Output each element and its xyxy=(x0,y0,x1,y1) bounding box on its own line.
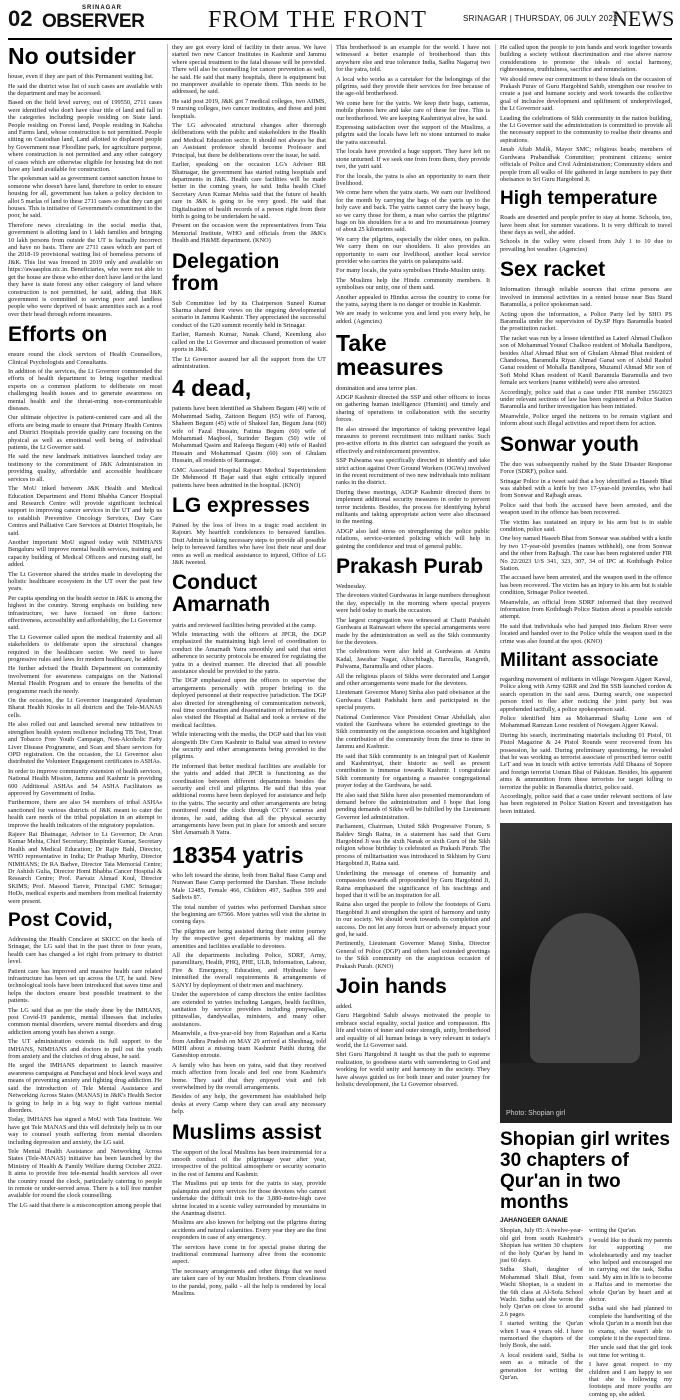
paragraph: I have great respect to my children and I am happy to see that she is following my footsteps and more youths are coming up, she added. xyxy=(589,1361,672,1398)
feature-photo xyxy=(500,823,672,1123)
paragraph: He further advised the Health Department on community involvement for awareness campaigns on the National Mental Health Program and to ensure the benefits of the programme reach the needy. xyxy=(8,665,162,695)
paragraph: The LG advocated structural changes after thorough deliberations with the public and stakeholders in the Health and Medical Education sector. It should not always be that an Assistant professor should become Professor and Principal, but there be deliberations over the issue, he said. xyxy=(172,122,326,159)
paragraph: The total number of yatries who performed Darshan since the beginning are 67566. More yatries will visit the shrine in coming days. xyxy=(172,903,326,926)
column-3 xyxy=(336,44,491,1089)
paragraph: Another appealed to Hindus across the country to come for the yatra, saying there is no danger or trouble in Kashmir. xyxy=(336,293,490,308)
paragraph: A family who has been on yatra, said that they received much affection from locals and feel one from Kashmir's home. They said that they enjoyed visit and felt overwhelmed by the overall arrangements. xyxy=(172,1061,326,1091)
paragraph: Today, IMHANS has signed a MoU with Tata Institute. We have got Tele MANAS and this will definitely help us in our way to counsel youth suffering from mental disorders including depression and anxiety, the LG said. xyxy=(8,1116,162,1146)
article-body xyxy=(500,461,672,645)
paragraph: regarding movement of militants in village Nowgam Ajgeer Kawal, Police along with Army 62RR and 2nd Bn SSB launched cordon & search operation in the said area. During search, one suspected person tried to flee after noticing the joint party but was apprehended tactfully, a police spokesperson said. xyxy=(500,675,672,713)
byline: JAHANGEER GANAIE xyxy=(500,1217,568,1225)
paragraph: Shopian, July 05: A twelve-year-old girl from south Kashmir's Shopian has written 30 chapters of the holy Qur'an by hand in just 60 days. xyxy=(500,1227,583,1264)
paragraph: Meanwhile, Police urged the netizens to be remain vigilant and inform about such illegal activities and report them for action. xyxy=(500,412,672,428)
paragraph: they are got every kind of facility in their areas. We have started two new Cancer Institutes in Kashmir and Jammu where special treatment to the fatal disease will be provided. There will also be counselling for cancer prevention as well, he said. He said that many hospitals, there is equipment but no manpower available to operate them. This needs to be addressed, he said. xyxy=(172,44,326,96)
headline[interactable]: LG expresses xyxy=(172,493,310,517)
paragraph: He also said that Sikhs have also presented memorandum of demand before the administration and I hope that long pending demands of Sikhs will be fulfilled by the Lieutenant Governor led administration. xyxy=(336,791,490,821)
paragraph: For many locals, the yatra symbolises Hindu-Muslim unity. xyxy=(336,267,486,275)
paragraph: We carry the pilgrims, especially the older ones, on palkis. We carry them on our shoulders. It also provides an opportunity to earn our livelihood, another local service provider who carries the yatris on palanquins said. xyxy=(336,235,490,265)
feature-body xyxy=(500,1227,672,1400)
paragraph: One boy named Haseeb Bhat from Sonwar was stabbed with a knife by two 17-year-old juveniles (names withheld), one from Sonwar and the other from Rajbagh. The case has been registered under FIR No 22/2023 U/S 341, 323, 307, 34 of IPC at Kothibagh Police Station. xyxy=(500,535,672,572)
paragraph: The Lt Governor shared the strides made in developing the holistic healthcare ecosystem in the UT over the past few years. xyxy=(8,570,162,593)
paragraph: The DGP emphasized upon the officers to supervise the arrangements personally with proper briefing to the deployed personnel at their respective jurisdiction. The DGP also directed for strengthening of communication network, real time coordination and dissemination of information. He also visited the Hospital at Baltal and took a review of the medical facilities. xyxy=(172,677,326,729)
paragraph: The MoU inked between J&K Health and Medical Education Department and Homi Bhabha Cancer Hospital and Research Centre will provide significant technical support to improving cancer services in the UT and help us to establish Preventive Oncology Services, Day Care Centres and Palliative Care Services at District Hospitals, he said. xyxy=(8,485,162,537)
paragraph: Patient care has improved and massive health care related infrastructure has been set up across the UT, he said. New technological tools have been introduced that saves time and helps the doctors ensure best possible treatment to the patients. xyxy=(8,967,162,1005)
logo-title: OBSERVER xyxy=(42,11,145,32)
paragraph: Sub Committee led by its Chairperson Suneel Kumar Sharma shared their views on the ongoing developmental scenario in Jammu Kashmir. They appreciated the successful conduct of the G20 summit recently held in Srinagar. xyxy=(172,299,326,329)
paragraph: Meanwhile, a five-year-old boy from Rajasthan and a Karta from Andhra Pradesh on MAY 29 arrived at Sheshnag, told MIHI about a missing team Kashmir Patthi during the Ganeshtop enroute. xyxy=(172,1030,326,1060)
feature-headline[interactable]: Shopian girl writes 30 chapters of Qur'an in two months xyxy=(500,1129,670,1214)
headline[interactable]: Join hands xyxy=(336,974,447,998)
paragraph: The pilgrims are being assisted during their entire journey by the respective govt departments by making all the amenities and facilities available to devotees. xyxy=(172,927,326,950)
paragraph: I would like to thank my parents for supporting me wholeheartedly and my teacher who helped and encouraged me in carrying out the task, Sidha said. My aim in life is to become a Hafiza and to memorise the whole Qur'an by heart and at doctor. xyxy=(589,1236,672,1303)
paragraph: Information through reliable sources that crime persons are involved in immoral activities in a rented house near Bus Stand Baramulla, a police spokesman said. xyxy=(500,286,672,309)
paragraph: added. xyxy=(336,1003,353,1011)
paragraph: Shri Guru Hargobind Ji taught us that the path to supreme realization, to goodness starts with surrendering to God and working for world unity and harmony in the society. They have always guided us for both inner and outer journey for holistic development, the Lt Governor observed. xyxy=(336,1051,490,1089)
paragraph: Accordingly, police said that a case under relevant sections of law has been registered in Police Station Kreeri and investigation has been initiated. xyxy=(500,793,672,815)
article-body xyxy=(8,73,162,318)
paragraph: We come here when the yatra starts. We earn our livelihood for the month by carrying the bags of the yatris up to the holy cave and back. The yatris cannot carry the heavy bags, so we carry those for them, a man who carries the pilgrims' bags on his shoulders for a to and fro mountainous journey of about 25 kilometres said. xyxy=(336,189,490,234)
headline[interactable]: Sex racket xyxy=(500,258,606,282)
paragraph: Besides of any help, the government has established help desks at every Camp where they can avail any necessary help. xyxy=(172,1093,326,1116)
headline[interactable]: Delegation from xyxy=(172,249,280,295)
headline[interactable]: Take measures xyxy=(336,330,444,381)
paragraph: He said that individuals who had jumped into Jhelum River were located and handed over to the Police while the weapon used in the crime was also found at the spot. (KNO) xyxy=(500,622,672,645)
paragraph: SSP Pulwama was specifically directed to identify and take strict action against Over Ground Workers (OGWs) involved in the recent recruitment of two new individuals into militant ranks in the district. xyxy=(336,457,490,487)
paragraph: While interacting with the media, the DGP said that his visit alongwith Div Com Kashmir to Baltal was aimed to review the security and other arrangements being provided to the pilgrims. xyxy=(172,731,326,761)
paragraph: Therefore news circulating in the social media that, government is allotting land to 1 lakh families and bringing 10 lakh persons from outside the UT is factually incorrect and have no basis. There are 2711 cases which are part of the 2018-19 provisional waiting list of homeless persons of J&K. This list was freezed in 2019 only and available on https://awaasplus.nic.in. Beneficiaries, who were not able to get the house are those who either don't have land or the land they have is state forest any other category of land where construction is not permitted, he said, adding that J&K government is committed to serving poor and landless people who were deprived of basic amenities such as a roof over their head through reform measures. xyxy=(8,221,162,318)
paragraph: The Lt Governor assured her all the support from the UT administration. xyxy=(172,355,326,370)
paragraph: ensure round the clock services of Health Counsellors, Clinical Psychologists and Consultants. xyxy=(8,351,162,366)
paragraph: The services have come in for special praise during the traditional communal harmony alive from the economic aspect. xyxy=(172,1243,326,1266)
article-body xyxy=(172,405,326,488)
paragraph: While interacting with the officers at JPCR, the DGP emphasized the maintaining high level of coordination to conduct the Amarnath Yatra smoothly and said that strict adherence to security protocols be ensured for regulating the yatra in a desired manner. He directed that all possible assistance should be provided to the yatris. xyxy=(172,630,326,675)
paragraph: writing the Qur'an. xyxy=(589,1227,637,1235)
headline[interactable]: 4 dead, xyxy=(172,375,252,402)
paragraph: He also rolled out and launched several new initiatives to strengthen health system resilience including TB Test, Treat and Tobacco Free Youth Campaign, Non-Alcoholic Fatty Liver Disease Programme, and Scan and Share services for OPD registration. On the occasion, the Lt Governor also distributed the Volunteer Engagement certificates to ASHAs. xyxy=(8,721,162,766)
paragraph: Pertinently, Lieutenant Governor Manoj Sinha, Director General of Police (DGP) and others had extended greetings to the Sikh community on the auspicious occasion of Prakash Purab. (KNO) xyxy=(336,940,490,970)
paragraph: He said the district wise list of such cases are available with the department and may be accessed. xyxy=(8,82,162,97)
paragraph: He said that Sikh community is an integral part of Kashmir and Kashmiriyat, their historic as well as present contribution is immense towards Kashmir. I congratulate Sikh community for organising a massive congregational prayer today at the Gurdwara, he said. xyxy=(336,752,490,790)
paragraph: Muslims are also known for helping out the pilgrims during accidents and natural calamities. Every year they are the first responders in case of any emergency. xyxy=(172,1219,326,1242)
paragraph: The LG said that there is a misconception among people that xyxy=(8,1201,162,1209)
paragraph: He said post 2019, J&K got 7 medical colleges, two AIIMS, 9 nursing colleges, two cancer institutes, and those and joint hospitals. xyxy=(172,97,326,120)
dateline: SRINAGAR | THURSDAY, 06 JULY 2023 xyxy=(463,14,618,23)
paragraph: Police said that both the accused have been arrested, and the weapon used in the offence has been recovered. xyxy=(500,501,672,517)
article-body xyxy=(172,872,326,1116)
section-title: FROM THE FRONT xyxy=(208,7,427,33)
paragraph: yatris and reviewed facilities being provided at the camp. xyxy=(172,621,317,629)
paragraph: In order to improve community extension of health services, National Health Mission, Jammu and Kashmir is providing 600 Additional ASHAs and 54 ASHA Facilitators as approved by Government of India. xyxy=(8,767,162,797)
paragraph: The duo was subsequently rushed by the State Disaster Response Force (SDRF), police said. xyxy=(500,460,672,476)
paragraph: GMC Associated Hospital Rajouri Medical Superintendent Dr Mehmood H Bajar said that eight critically injured patients have been admitted in the hospital. (KNO) xyxy=(172,466,326,489)
paragraph: Tele Mental Health Assistance and Networking Across States (Tele-MANAS) initiative has been launched by the Ministry of Health & Family Welfare during October 2022. It aims to provide free tele-mental health services all over the country round the clock, particularly catering to people in remote or under-served areas. There is a toll free number available for round the clock counselling. xyxy=(8,1147,162,1200)
paragraph: National Conference Vice President Omar Abdullah, also visited the Gurdwara where he extended greetings to the Sikh community on the auspicious occasion and highlighted the contribution of the community from the time to time in Jammu and Kashmir. xyxy=(336,713,490,751)
paragraph: The largest congregation was witnessed at Chatti Patshahi Gurdwara at Rainawari where the special arrangements were made by the administration as well as the Sikh community for the devotees. xyxy=(336,616,490,646)
paragraph: ADGP Kashmir directed the SSP and other officers to focus on gathering human intelligence (Humint) and timely and sharing of operations in collaboration with the security forces. xyxy=(336,393,490,424)
paragraph: The LG said that as per the study done by the IMHANS, post Covid-19 pandemic, mental illnesses that includes common mental disorders, severe mental disorders and drug addiction among youth has shown a surge. xyxy=(8,1006,162,1036)
paragraph: A local resident said, Sidha is seen as a miracle of the generation for writing the Qur'an. xyxy=(500,1351,583,1381)
paragraph: He called upon the people to join hands and work together towards building a society without discrimination and rise above narrow considerations to promote the ideals of social harmony, righteousness, truthfulness, sacrifice and renunciation. xyxy=(500,44,672,74)
paragraph: Per capita spending on the health sector in J&K is among the highest in the country. Strong emphasis on building new infrastructure, we have focused on three factors: effectiveness, accessibility and affordability, the Lt Governor said. xyxy=(8,594,162,632)
paragraph: On the occasion, the Lt Governor inaugurated Ayushman Bharat Health Kiosks in all districts and the Tele-MANAS cells. xyxy=(8,697,162,719)
paragraph: He said the new landmark initiatives launched today are testimony to the commitment of J&K Administration in providing quality, affordable and accessible healthcare services to all. xyxy=(8,453,162,483)
logo-city: SRINAGAR xyxy=(82,5,123,11)
paragraph: The Muslims put up tents for the yatris to stay, provide palanquins and pony services for those devotees who cannot undertake the difficult trek to the 3,880-metre-high cave shrine located in a scenic valley surrounded by mountains in the Anantnag district. xyxy=(172,1180,326,1217)
column-1 xyxy=(8,43,162,1209)
paragraph: Earlier, Ramesh Kumar, Nanak Chand, Keemlung also called on the Lt Governor and discussed promotion of water sports in J&K. xyxy=(172,331,326,354)
paragraph: The racket was run by a lessee identified as Lateef Ahmad Chalkoo son of Mohammad Yousuf Chalkoo resident of Mohalla Bandipora, besides Altaf Ahmad Bhat son of Ghulam Ahmad Bhat resident of Chandoosa, Baramulla Riyaz Ahmad Ganai son of Abdul Rashid Ganai resident of Mohalla Bandipora, Muzamil Ahmad Mir son of Sofi Mohd Khan resident of Kanil Baramula Baramulla and two female sex workers (name withheld) were also arrested. xyxy=(500,334,672,387)
paragraph: We are ready to welcome you and lend you every help, he added. (Agencies) xyxy=(336,310,490,325)
paragraph: For the locals, the yatra is also an opportunity to earn their livelihood. xyxy=(336,172,490,187)
paragraph: Based on the field level survey, out of 199550, 2711 cases were identified who don't have clear title of land and fall in the categories including people residing on State land. People residing on Forest land, People residing in Kahcha and Farms land, whose construction is not permitted. People sitting on Custodian land, Land allotted to displaced people by Government near Floodline park, for agriculture purpose, where construction is not permitted and any other category of cases which are otherwise eligible for housing but do not have any land available for construction. xyxy=(8,99,162,174)
paragraph: Srinagar Police in a tweet said that a boy identified as Haseeb Bhat was stabbed with a knife by two 17-year-old juveniles, who hail from Sonwar and Rajbagh areas. xyxy=(500,477,672,500)
masthead-rule xyxy=(8,38,672,40)
article-body xyxy=(500,44,672,183)
paragraph: Under the supervision of camp directors the entire facilities are extended to yatries including Langars, health facilities, sanitation by service providers including ponywallas, pittuwallas, dandywallas, ministers, and many other assistances. xyxy=(172,991,326,1028)
paragraph: The accused have been arrested, and the weapon used in the offence has been recovered. The victim has an injury to his arm but is stable condition, Srinagar Police tweeted. xyxy=(500,574,672,597)
paragraph: Another important MoU signed today with NIMHANS Bengaluru will improve mental health services, training and capacity building of Medical Officers and nursing staff, he added. xyxy=(8,538,162,569)
paragraph: who left toward the shrine, both from Baltal Base Camp and Nunwan Base Camp performed the Darshan. These include Male 12485, Female 466, Children 497, Sadhus 599 and Sadhvis 87. xyxy=(172,872,326,902)
paragraph: Sidha said she had planned to complete the handwriting of the whole Qur'an in a month but due to exams, she wasn't able to complete it in the expected time. xyxy=(589,1305,672,1342)
article-body xyxy=(172,44,326,220)
article-body xyxy=(336,44,490,325)
paragraph: Schools in the valley were closed from July 1 to 10 due to prevailing hot weather. (Agencies) xyxy=(500,238,672,253)
headline[interactable]: Muslims assist xyxy=(172,1120,322,1144)
paragraph: The UT administration extends its full support to the IMHANS, NIMHANS and doctors to pull out the youth from anxiety and the clutches of drug abuse, he said. xyxy=(8,1038,162,1061)
column-4 xyxy=(500,44,672,1398)
article-body xyxy=(336,583,490,970)
paragraph: He urged the IMHANS department to launch massive awareness campaigns at Panchayat and block level ways and means of preventing anxiety and fighting drug addiction. He said the introduction of Tele Mental Assistance and Networking Across States (MANAS) in J&K's Health Sector is going to help in a big way to fight various mental disorders. xyxy=(8,1062,162,1114)
paragraph: He informed that better medical facilities are available for the yatris and added that JPCR is functioning as the coordination between different departments besides the security and civil and pilgrims. He said that this year additional rooms have been deployed for assistance and help to the yatris. The security and other arrangements are being monitored round the clock through CCTV cameras and drones, he said, adding that all the physical security arrangements have been put in place for smooth and secure Shri Amarnath Ji Yatra. xyxy=(172,762,326,837)
article-body xyxy=(172,522,326,566)
paragraph: Raina also urged the people to follow the footsteps of Guru Hargobind Ji and strengthen the spirit of harmony and unity in our society. We should work towards its completion and success. Do not let any forces hurt or adversely impact your god, he said. xyxy=(336,901,490,938)
column-rule xyxy=(331,44,332,1040)
article-body xyxy=(172,622,326,837)
paragraph: Our ultimate objective is patient-centered care and all the efforts are being made to ensure that Primary Health Centres and District Hospitals provide quality care focusing on the physical as well as emotional well being of individual patients, the Lt Governor said. xyxy=(8,414,162,452)
paragraph: domination and area terror plan. xyxy=(336,384,417,392)
paragraph: ADGP also laid stress on strengthening the police public relations, service-oriented policing which will help in gaining the confidence and trust of general public. xyxy=(336,527,490,550)
headline[interactable]: Prakash Purab xyxy=(336,555,484,579)
paragraph: patients have been identified as Shaheen Begum (49) wife of Mohammad Sadiq, Zaitoon Begum (65) wife of Farooq, Shaheen Begum (45) wife of Shakeel Jan, Begum Jana (60) wife of Fazal Hussain, Fatima Begum (60) wife of Mohammad Maqbool, Surinder Begum (50) wife of Mohammad Qasim and Rafeeqa Begum (40) wife of Rashid Hussain and Mohammad Qasim (60) son of Ghulam Hussain, all residents of Ramnagar. xyxy=(172,405,326,465)
paragraph: The celebrations were also held at Gurdwaras at Amira Kadal, Jawahar Nagar, Aliochibagh, Barzulla, Rangreth, Pulwama, Baramulla and other places. xyxy=(336,648,490,671)
paragraph: Expressing satisfaction over the support of the Muslims, a pilgrim said the locals have left no stone unturned to make the yatra successful. xyxy=(336,124,490,146)
paragraph: Addressing the Health Conclave at SKICC on the heels of Srinagar, the LG said that in the past three to four years, health care has changed a lot right from primary to district level. xyxy=(8,935,162,966)
article-body xyxy=(8,936,162,1209)
paragraph: The Lt Governor called upon the medical fraternity and all stakeholders to deliberate upon the structural changes required in the healthcare sector. We need to have progressive rules and laws for modern healthcare, he added. xyxy=(8,633,162,664)
paragraph: Pained by the loss of lives in a tragic road accident in Rajouri. My heartfelt condolences to bereaved families. Distt Admin is taking necessary steps to provide all possible help to bereaved families who have lost their near and dear ones as well as medical assistance to injured, Office of LG J&K tweeted. xyxy=(172,521,326,566)
paragraph: Accordingly, police said that a case under FIR number 156/2023 under relevant sections of law has been registered at Police Station Baramulla and further investigation has been initiated. xyxy=(500,388,672,411)
headline[interactable]: 18354 yatris xyxy=(172,841,304,868)
newspaper-logo[interactable] xyxy=(42,5,145,35)
headline[interactable]: No outsider xyxy=(8,43,136,69)
column-2 xyxy=(172,44,326,1297)
paragraph: Furthermore, there are also 54 members of tribal ASHAs sanctioned for various districts of J&K meant to cater the health care needs of the tribal population in an attempt to improve the health indicators of the migratory population. xyxy=(8,799,162,829)
article-body xyxy=(500,214,672,253)
article-body xyxy=(172,1149,326,1298)
headline[interactable]: Post Covid, xyxy=(8,910,113,932)
paragraph: Police identified him as Mohammad Shafiq Lone son of Mohammad Ramzan Lone resident of Nowgam Ajgeer Kawal. xyxy=(500,715,672,730)
paragraph: house, even if they are part of this Permanent waiting list. xyxy=(8,73,154,81)
paragraph: Guru Hargobind Sahib always motivated the people to embrace social equality, social justice and compassion. His life and vision of inner and outer strength, unity, brotherhood and equality of all human beings is very relevant in today's world, the Lt Governor said. xyxy=(336,1012,491,1050)
paragraph: Underlining the message of oneness of humanity and compassion towards all propounded by Guru Hargobind Ji, Raina emphasised the significance of his teachings and hoped that it will be an inspiration for all. xyxy=(336,869,490,899)
paragraph: Rajeev Rai Bhatnagar, Advisor to Lt Governor; Dr Arun Kumar Mehta, Chief Secretary; Bhupinder Kumar, Secretary Health and Medical Education; Dr Rajiv Bahl, Director, WHO representative in India; Dr Prathap Murthy, Director NIMHANS; Dr RA Badwe, Director Tata Memorial Centre; Dr Ashish Gulia, Director Homi Bhabha Cancer Hospital & Research Centre; Prof. Parvaiz Ahmad Koul, Director SKIMS; Prof. Masood Tanvir, Principal GMC Srinagar; HoDs, medical experts and members from medical fraternity were present. xyxy=(8,830,162,905)
paragraph: A local who works as a caretaker for the belongings of the pilgrims, said they provide their services for free because of the age-old brotherhood. xyxy=(336,75,490,98)
photo-caption: Photo: Shopian girl xyxy=(506,1110,566,1118)
paragraph: This brotherhood is an example for the world. I have not witnessed a better example of brotherhood than this anywhere else and true tolerance India, Sadhu Nagarraj two for the yatra, told. xyxy=(336,44,490,74)
column-rule xyxy=(495,44,496,1040)
paragraph: During these meetings, ADGP Kashmir directed them to implement additional security measures in order to prevent terror incidents. Besides, the process for identifying hybrid militants and taking appropriate action were also discussed in the meeting. xyxy=(336,488,490,526)
paragraph: During his search, incriminating materials including 01 Pistol, 01 Pistol Magazine & 24 Pistol Rounds were recovered from his possession, he said. During preliminary questioning, he revealed that he was working as terrorist associate of proscribed terror outfit LeT and was in touch with active terrorists Adil Dhaaza of Sopore and foreign terrorist Usman Bhai of Pakistan. Besides, his apparent aims & ammunition from these terrorists for target killing to terrorize the public in Baramulla district, police said. xyxy=(500,731,672,791)
feature-body-right xyxy=(589,1227,672,1400)
paragraph: We should renew our commitment to these ideals on the occasion of Prakash Purav of Guru Hargobind Sahib, strengthen our resolve to create a just and humane society and work towards the collective goal of inclusive development and upliftment of underprivileged, the Lt Governor said. xyxy=(500,75,672,113)
paragraph: The spokesman said as government cannot sanction house to someone who doesn't have land, therefore in order to ensure housing for all, government has taken a policy decision to allot 5 marlas of land to these 2711 cases so that they can get houses. This is initiative of Government's commitment to the poor, he said. xyxy=(8,175,162,220)
paragraph: He also stressed the importance of taking preventive legal measures to prevent recruitment into militant ranks. Such pro-active efforts in this district can safeguard the youth as effectively and reinforcement preventive. xyxy=(336,425,490,455)
page-number: 02 xyxy=(8,6,33,31)
paragraph: The necessary arrangements and other things that we need are taken care of by our Muslim brothers. From cleanliness to the pandal, pony, palki - all the help is rendered by local Muslims. xyxy=(172,1267,326,1297)
paragraph: Sidha Shafi, daughter of Mohammad Shafi Bhat, from Wachi Shopian, is a student in the 6th class at Al-Sofa School Wachi. Sidha said she wrote the holy Qur'an on close to around 2.6 pages. xyxy=(500,1266,583,1318)
headline[interactable]: Conduct Amarnath xyxy=(172,571,271,617)
masthead xyxy=(8,4,675,38)
paragraph: Janab Aftab Malik, Mayor SMC; religious heads; members of Gurdwara Prabandhak Committee; prominent citizens; senior officials of Police and Civil Administration; Community elders and people from all walks of life gathered in large numbers to pay their obeisance to Sri Guru Hargobind Ji. xyxy=(500,146,672,183)
paragraph: Her uncle said that the girl took out time for writing it. xyxy=(589,1344,672,1359)
paragraph: Parliament, Chairman, United Sikh Progressive Forum, S Baldev Singh Raina, in a statement has said that Guru Hargobind Ji was the sixth Nanak or sixth Guru of the Sikh religion whose birthday is celebrated as Prakash Purab. The process of militarisation was introduced in Sikhism by Guru Hargobind Ji, Raina said. xyxy=(336,823,490,868)
headline[interactable]: High temperature xyxy=(500,188,658,210)
paragraph: Wednesday. xyxy=(336,583,367,591)
paragraph: The devotees visited Gurdwaras in large numbers throughout the day, especially in the morning where special prayers were held today to mark the occasion. xyxy=(336,592,490,615)
article-body xyxy=(336,385,490,551)
paragraph: Earlier, speaking on the occasion LG's Adviser RR Bhatnagar, the government has started rating hospitals and departments in J&K. Health care facilities will be made better in the coming years, he said. India health Chief Secretary Arun Kumar Mehta said that the future of health care in J&K is going to be very good. He said that Digitalisation of health records of a person right from their birth is going to be undertaken he said. xyxy=(172,161,326,220)
article-body xyxy=(172,222,326,244)
paragraph: The Muslims help the Hindu community members. It symbolises our unity, one of them said. xyxy=(336,276,490,292)
paragraph: The victim has sustained an injury to his arm but is in stable condition, police said. xyxy=(500,518,672,533)
paragraph: Roads are deserted and people prefer to stay at home. Schools, too, have been shut for summer vacations. It is very difficult to travel these days as well, she added. xyxy=(500,214,672,237)
paragraph: The support of the local Muslims has been instrumental for a smooth conduct of the pilgrimage year after year, irrespective of the political atmosphere or security scenario in the rest of Jammu and Kashmir. xyxy=(172,1148,326,1178)
article-body xyxy=(500,286,672,427)
paragraph: In addition of the services, the Lt Governor commended the efforts of health department to bring together medical experts on a common platform to deliberate on most challenging health issues and to generate awareness on mental health and the threat-ening non-communicable diseases. xyxy=(8,368,162,413)
headline[interactable]: Sonwar youth xyxy=(500,432,639,456)
paragraph: Present on the occasion were the representatives from Tata Memorial Institute, WHO and officials from the J&K's Health and H&ME department. (KNO) xyxy=(172,222,326,245)
paragraph: I started writing the Qur'an when I was 4 years old. I have memorised the chapters of the holy Book, she said. xyxy=(500,1320,583,1350)
paragraph: We come here for the yatris. We keep their bags, cameras, mobile phones here and take care of these for free. This is our brotherhood. We are keeping Kashmiriyat alive, he said. xyxy=(336,99,490,122)
paragraph: All the religious places of Sikhs were decorated and Langar and other arrangements were made for the devotees. xyxy=(336,672,490,687)
paragraph: All the departments including Police, SDRF, Army, paramilitary, Health, PHQ, PHE, ULB, Information, Labour, Fire & Emergency, Education, and Hydraulic have intensified the overall requirements & arrangements of SANYJ by deployment of their men and machinery. xyxy=(172,952,326,989)
article-body xyxy=(336,1003,490,1088)
headline[interactable]: Militant associate xyxy=(500,650,659,672)
article-body xyxy=(172,300,326,371)
paragraph: Leading the celebrations of Sikh community in the nation building, the Lt Governor said the administration is committed to provide all the necessary support to the community to realise their dreams and aspirations. xyxy=(500,114,672,144)
article-body xyxy=(8,351,162,905)
column-rule xyxy=(167,44,168,1040)
paragraph: Acting upon the information, a Police Party led by SHO PS Baramulla under the supervision of Dy.SP Hqrs Baramulla busted the prostitution racket. xyxy=(500,310,672,333)
paragraph: Meanwhile, an official from SDRF informed that they received information from Kothibagh Police Station about a possible suicide attempt. xyxy=(500,598,672,621)
headline[interactable]: Efforts on xyxy=(8,323,108,347)
paragraph: The locals have provided a huge support. They have left no stone unturned. If we seek one from from them, they provide two, the yatri said. xyxy=(336,148,490,171)
article-body xyxy=(500,676,672,815)
paragraph: Lieutenant Governor Manoj Sinha also paid obeisance at the Gurdwara Chatti Padshahi here and participated in the special prayers. xyxy=(336,689,490,712)
section-tag: NEWS xyxy=(612,6,675,31)
feature-body-left xyxy=(500,1227,583,1400)
